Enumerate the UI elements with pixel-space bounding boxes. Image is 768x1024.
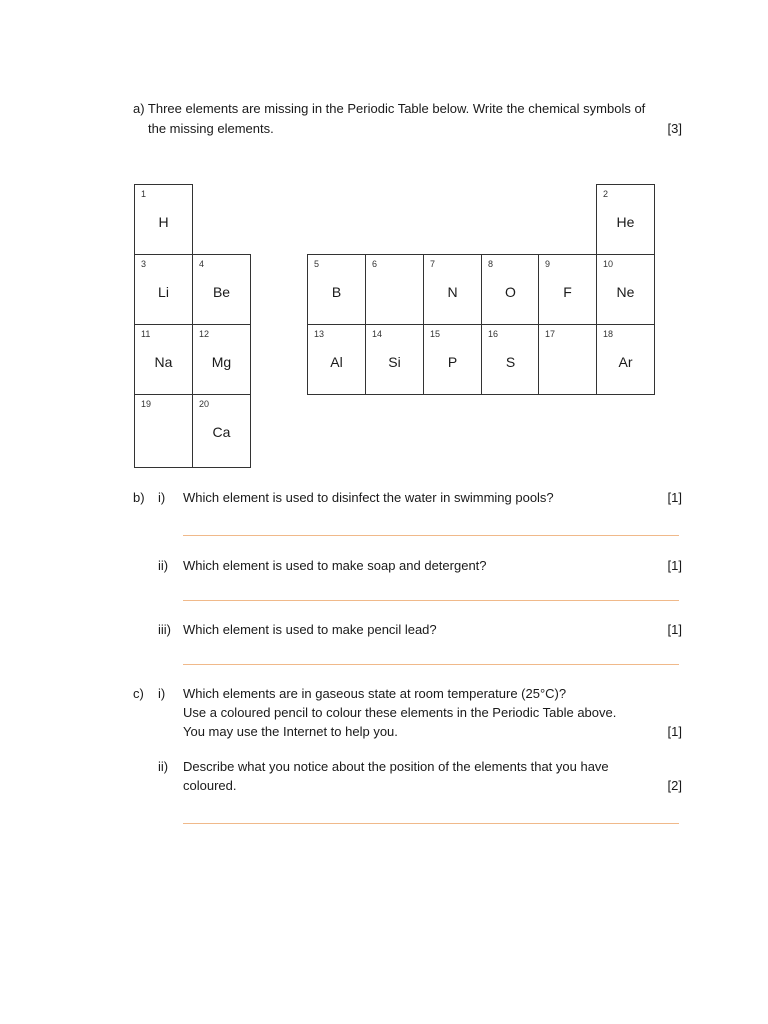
element-symbol: S	[505, 354, 516, 370]
question-c-i-label: i)	[158, 686, 166, 701]
element-cell-15	[423, 324, 482, 395]
atomic-number: 6	[372, 259, 378, 269]
element-symbol: Al	[330, 354, 343, 370]
answer-line-b-i[interactable]	[183, 535, 679, 536]
element-cell-10	[596, 254, 655, 325]
atomic-number: 18	[603, 329, 614, 339]
atomic-number: 17	[545, 329, 556, 339]
atomic-number: 14	[372, 329, 383, 339]
atomic-number: 20	[199, 399, 210, 409]
atomic-number: 12	[199, 329, 210, 339]
atomic-number: 1	[141, 189, 147, 199]
answer-line-b-ii[interactable]	[183, 600, 679, 601]
atomic-number: 16	[488, 329, 499, 339]
element-cell-20	[192, 394, 251, 468]
element-symbol: Li	[158, 284, 169, 300]
question-b-ii-mark: [1]	[667, 558, 682, 573]
element-symbol: H	[158, 214, 169, 230]
element-symbol: Ar	[618, 354, 633, 370]
question-c-ii-mark: [2]	[667, 778, 682, 793]
question-a-line2: the missing elements.	[148, 121, 274, 136]
element-cell-16	[481, 324, 540, 395]
element-symbol: Be	[212, 284, 231, 300]
element-symbol: Si	[388, 354, 401, 370]
element-cell-8	[481, 254, 540, 325]
atomic-number: 5	[314, 259, 320, 269]
element-cell-4	[192, 254, 251, 325]
element-symbol: B	[331, 284, 342, 300]
atomic-number: 19	[141, 399, 152, 409]
element-cell-7	[423, 254, 482, 325]
element-cell-1	[134, 184, 193, 255]
element-cell-14	[365, 324, 424, 395]
question-b-label: b)	[133, 490, 145, 505]
element-cell-13	[307, 324, 366, 395]
question-c-ii-line1: Describe what you notice about the position of the elements that you have	[183, 759, 609, 774]
answer-line-c-ii[interactable]	[183, 823, 679, 824]
element-cell-2	[596, 184, 655, 255]
question-b-iii-label: iii)	[158, 622, 171, 637]
answer-line-b-iii[interactable]	[183, 664, 679, 665]
element-symbol: F	[563, 284, 572, 300]
question-c-i-line3: You may use the Internet to help you.	[183, 724, 398, 739]
question-b-iii-text: Which element is used to make pencil lead?	[183, 622, 437, 637]
element-cell-5	[307, 254, 366, 325]
element-cell-19-missing[interactable]	[134, 394, 193, 468]
atomic-number: 11	[141, 329, 151, 339]
element-symbol: P	[447, 354, 458, 370]
atomic-number: 15	[430, 329, 441, 339]
question-b-i-mark: [1]	[667, 490, 682, 505]
element-cell-9	[538, 254, 597, 325]
element-cell-17-missing[interactable]	[538, 324, 597, 395]
question-a-line1: a) Three elements are missing in the Periodic Table below. Write the chemical symbols of	[133, 101, 646, 116]
atomic-number: 10	[603, 259, 614, 269]
element-symbol: Ne	[616, 284, 635, 300]
element-cell-11	[134, 324, 193, 395]
question-b-i-label: i)	[158, 490, 166, 505]
element-cell-12	[192, 324, 251, 395]
atomic-number: 4	[199, 259, 205, 269]
element-cell-18	[596, 324, 655, 395]
element-cell-6-missing[interactable]	[365, 254, 424, 325]
element-symbol: Mg	[211, 354, 232, 370]
question-b-iii-mark: [1]	[667, 622, 682, 637]
element-symbol: Na	[154, 354, 173, 370]
atomic-number: 13	[314, 329, 325, 339]
element-symbol: He	[616, 214, 635, 230]
question-a-mark: [3]	[667, 121, 682, 136]
element-symbol: O	[505, 284, 516, 300]
question-c-ii-label: ii)	[158, 759, 169, 774]
atomic-number: 2	[603, 189, 609, 199]
element-symbol: N	[447, 284, 458, 300]
atomic-number: 9	[545, 259, 551, 269]
atomic-number: 3	[141, 259, 147, 269]
question-c-i-line2: Use a coloured pencil to colour these elements in the Periodic Table above.	[183, 705, 617, 720]
question-c-i-line1: Which elements are in gaseous state at room temperature (25°C)?	[183, 686, 567, 701]
question-c-ii-line2: coloured.	[183, 778, 237, 793]
question-b-ii-label: ii)	[158, 558, 169, 573]
question-c-label: c)	[133, 686, 144, 701]
element-cell-3	[134, 254, 193, 325]
element-symbol: Ca	[212, 424, 231, 440]
question-c-i-mark: [1]	[667, 724, 682, 739]
question-b-i-text: Which element is used to disinfect the water in swimming pools?	[183, 490, 554, 505]
question-b-ii-text: Which element is used to make soap and detergent?	[183, 558, 487, 573]
atomic-number: 8	[488, 259, 494, 269]
atomic-number: 7	[430, 259, 436, 269]
